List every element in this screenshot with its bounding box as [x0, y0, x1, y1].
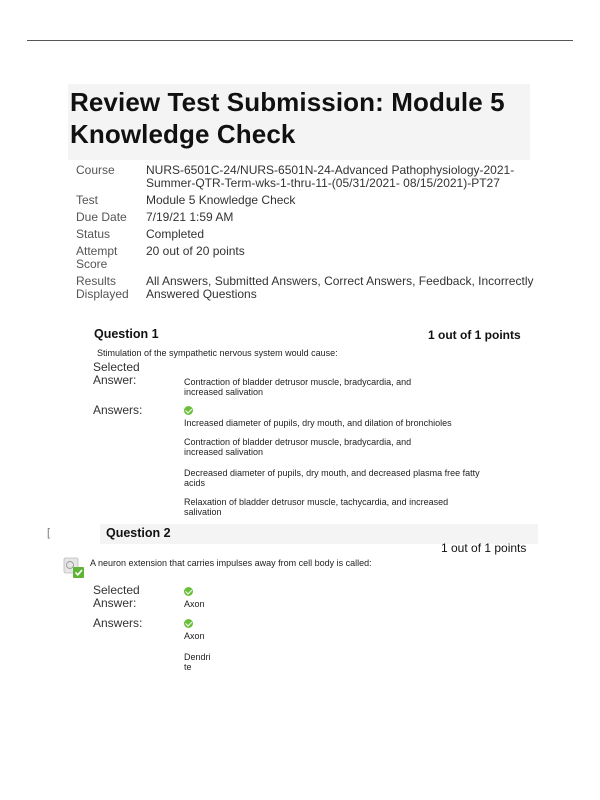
score-value: 20 out of 20 points	[146, 244, 245, 258]
due-date-value: 7/19/21 1:59 AM	[146, 210, 234, 224]
question-1-text: Stimulation of the sympathetic nervous system would cause:	[97, 348, 338, 358]
question-2-bracket: [	[47, 527, 51, 539]
course-row	[76, 164, 546, 190]
question-1-points: 1 out of 1 points	[428, 328, 521, 342]
submission-info	[76, 164, 546, 305]
check-icon	[184, 404, 193, 416]
top-divider	[27, 40, 573, 41]
question-2-selected-label: Selected Answer:	[93, 583, 140, 610]
results-row	[76, 275, 546, 301]
question-2-points: 1 out of 1 points	[441, 541, 527, 555]
question-1-answer-2: Contraction of bladder detrusor muscle, bradycardia, and increased salivation	[184, 437, 412, 457]
test-row	[76, 194, 546, 207]
results-value: All Answers, Submitted Answers, Correct Answers, Feedback, Incorrectly Answered Questions	[146, 274, 534, 301]
course-value: NURS-6501C-24/NURS-6501N-24-Advanced Pathophysiology-2021-Summer-QTR-Term-wks-1-thru-11-(05/31/2021- 08/15/2021)-PT27	[146, 163, 515, 190]
question-2-answer-1: Axon	[184, 631, 205, 641]
test-label: Test	[76, 193, 99, 207]
due-date-row	[76, 211, 546, 224]
test-value: Module 5 Knowledge Check	[146, 193, 296, 207]
score-label: Attempt Score	[76, 244, 118, 271]
question-2-heading: Question 2	[106, 526, 171, 540]
page-title: Review Test Submission: Module 5 Knowledge Check	[70, 87, 505, 149]
score-row	[76, 245, 546, 271]
status-label: Status	[76, 227, 111, 241]
correct-answer-icon	[63, 557, 85, 579]
course-label: Course	[76, 163, 115, 177]
question-1-heading: Question 1	[94, 327, 159, 341]
status-value: Completed	[146, 227, 205, 241]
check-icon	[184, 617, 193, 629]
question-1-answer-4: Relaxation of bladder detrusor muscle, tachycardia, and increased salivation	[184, 497, 449, 517]
question-1-selected-label: Selected Answer:	[93, 360, 140, 387]
check-icon	[184, 585, 193, 597]
question-2-answer-2: Dendri te	[184, 652, 211, 672]
question-1-answer-1: Increased diameter of pupils, dry mouth, and dilation of bronchioles	[184, 418, 452, 428]
question-2-text: A neuron extension that carries impulses away from cell body is called:	[90, 558, 372, 568]
question-1-answer-3: Decreased diameter of pupils, dry mouth, and decreased plasma free fatty acids	[184, 468, 480, 488]
status-row	[76, 228, 546, 241]
question-1-selected-answer: Contraction of bladder detrusor muscle, bradycardia, and increased salivation	[184, 377, 412, 397]
question-2-selected-answer: Axon	[184, 599, 205, 609]
question-2-answers-label: Answers:	[93, 616, 143, 630]
due-date-label: Due Date	[76, 210, 127, 224]
question-1-answers-label: Answers:	[93, 403, 143, 417]
results-label: Results Displayed	[76, 274, 129, 301]
